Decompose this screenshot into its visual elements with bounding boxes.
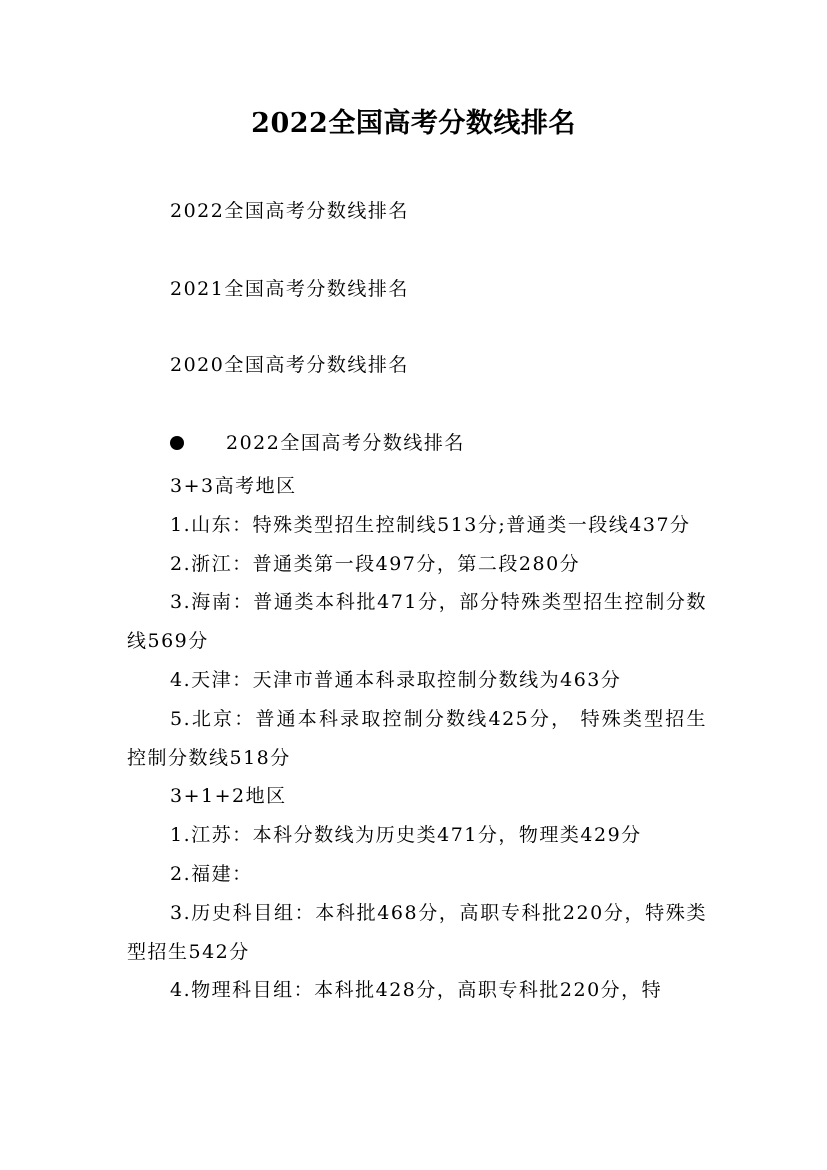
paragraph-physics-group: 4.物理科目组：本科批428分，高职专科批220分，特 bbox=[170, 979, 663, 1002]
paragraph-beijing: 5.北京：普通本科录取控制分数线425分， 特殊类型招生控制分数线518分 bbox=[127, 707, 707, 769]
paragraph-zhejiang: 2.浙江：普通类第一段497分，第二段280分 bbox=[170, 552, 581, 575]
document-body bbox=[127, 467, 707, 1010]
section-heading bbox=[170, 428, 465, 458]
paragraph-history-group: 3.历史科目组：本科批468分，高职专科批220分，特殊类型招生542分 bbox=[127, 901, 707, 963]
paragraph-hainan: 3.海南：普通类本科批471分，部分特殊类型招生控制分数线569分 bbox=[127, 591, 707, 653]
document-title: 2022全国高考分数线排名 bbox=[251, 108, 576, 139]
subheading-3-1-2: 3+1+2地区 bbox=[170, 785, 287, 808]
section-heading-text: 2022全国高考分数线排名 bbox=[226, 432, 465, 454]
toc-item-2021: 2021全国高考分数线排名 bbox=[170, 278, 409, 300]
paragraph-shandong: 1.山东：特殊类型招生控制线513分;普通类一段线437分 bbox=[170, 513, 691, 536]
toc-item-2020: 2020全国高考分数线排名 bbox=[170, 354, 409, 376]
bullet-icon bbox=[170, 436, 184, 450]
paragraph-jiangsu: 1.江苏：本科分数线为历史类471分，物理类429分 bbox=[170, 824, 642, 847]
paragraph-tianjin: 4.天津：天津市普通本科录取控制分数线为463分 bbox=[170, 668, 622, 691]
toc-item-2022: 2022全国高考分数线排名 bbox=[170, 200, 409, 222]
paragraph-fujian: 2.福建： bbox=[170, 862, 253, 885]
subheading-3-3: 3+3高考地区 bbox=[170, 475, 297, 497]
